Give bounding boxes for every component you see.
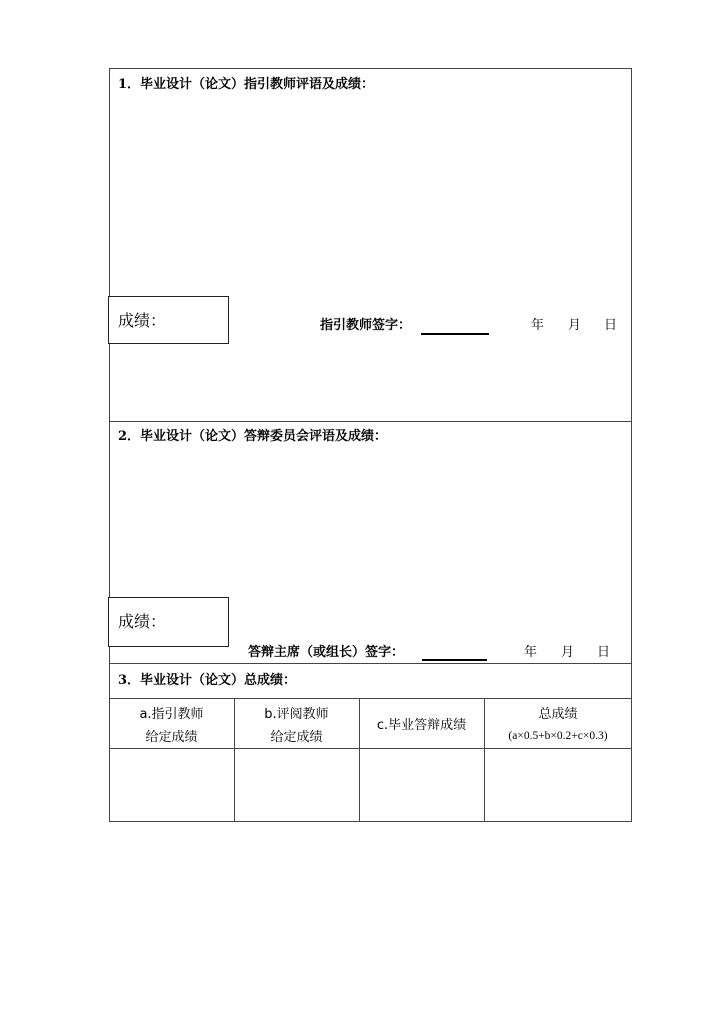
section2-bottom-divider bbox=[109, 663, 632, 664]
section2-date-year: 年 bbox=[524, 645, 538, 660]
section1-date-month: 月 bbox=[568, 318, 582, 333]
section2-date-month: 月 bbox=[561, 645, 575, 660]
section3-title: 3．毕业设计（论文）总成绩： bbox=[118, 673, 297, 688]
table-header-b-line1: b.评阅教师 bbox=[264, 707, 329, 722]
table-value-cell-total[interactable] bbox=[484, 749, 632, 821]
section1-grade-label: 成绩： bbox=[118, 311, 167, 330]
section1-bottom-divider bbox=[109, 421, 632, 422]
section1-grade-box bbox=[108, 296, 229, 344]
table-header-b-line2: 给定成绩 bbox=[270, 730, 323, 746]
section1-date-day: 日 bbox=[604, 318, 618, 333]
table-header-a-line1: a.指引教师 bbox=[139, 707, 204, 722]
section2-grade-box bbox=[108, 597, 229, 647]
table-value-cell-b[interactable] bbox=[234, 749, 359, 821]
section2-title: 2．毕业设计（论文）答辩委员会评语及成绩： bbox=[118, 429, 388, 444]
section2-signature-line[interactable] bbox=[422, 659, 487, 661]
table-header-total-line1: 总成绩 bbox=[538, 707, 578, 722]
table-header-c-line1: c.毕业答辩成绩 bbox=[376, 718, 467, 733]
table-header-cell-a bbox=[109, 703, 234, 750]
section1-title: 1．毕业设计（论文）指引教师评语及成绩： bbox=[118, 77, 375, 92]
table-value-cell-c[interactable] bbox=[359, 749, 484, 821]
section1-signature-label: 指引教师签字： bbox=[320, 318, 412, 333]
table-header-cell-total bbox=[484, 703, 632, 747]
section2-grade-label: 成绩： bbox=[118, 612, 167, 631]
table-value-cell-a[interactable] bbox=[109, 749, 234, 821]
section1-signature-line[interactable] bbox=[421, 333, 489, 335]
table-header-cell-c bbox=[359, 714, 484, 737]
section1-date-year: 年 bbox=[531, 318, 545, 333]
section2-signature-label: 答辩主席（或组长）签字： bbox=[248, 645, 405, 660]
section3-title-divider bbox=[109, 698, 632, 699]
section2-date-day: 日 bbox=[597, 645, 611, 660]
table-header-cell-b bbox=[234, 703, 359, 750]
table-header-total-formula: (a×0.5+b×0.2+c×0.3) bbox=[508, 730, 608, 743]
table-header-a-line2: 给定成绩 bbox=[145, 730, 198, 746]
